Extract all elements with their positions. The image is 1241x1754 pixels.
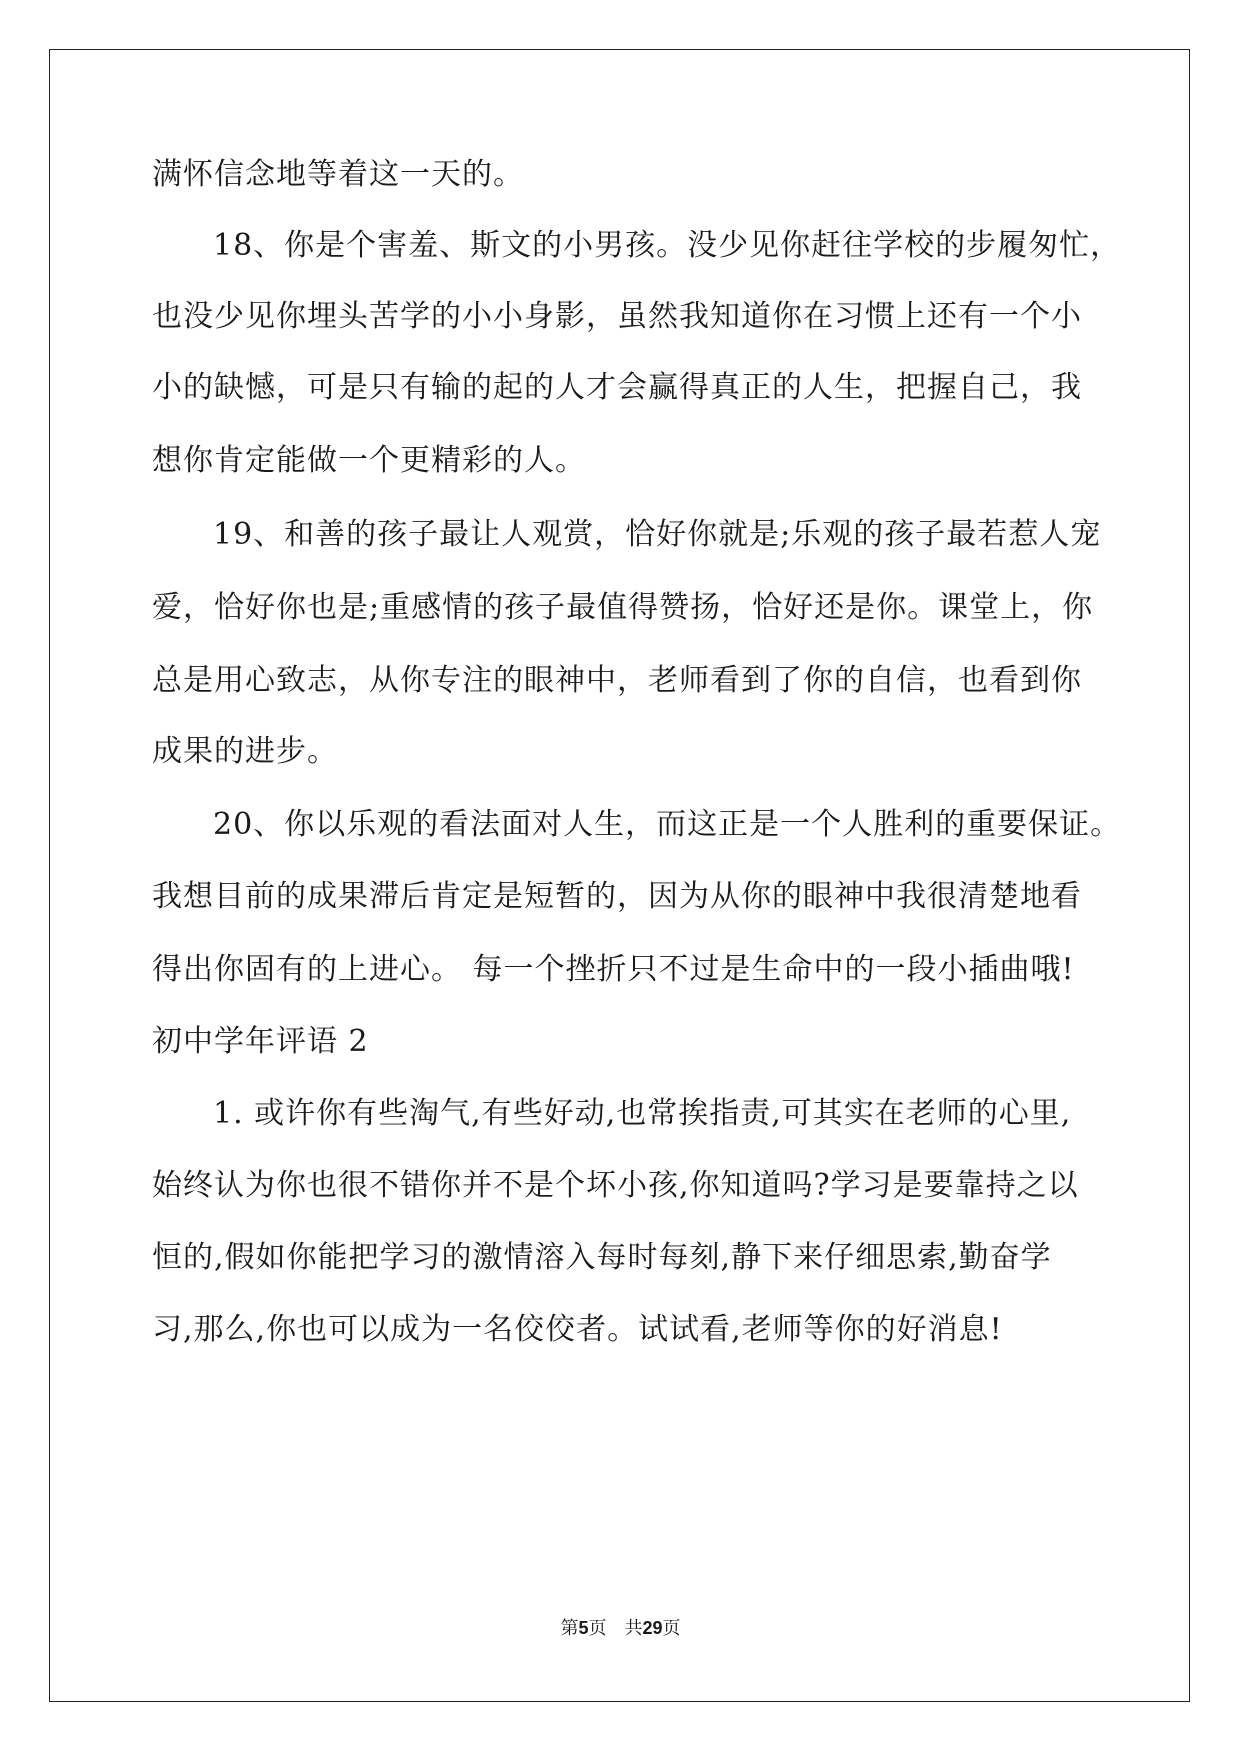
section-heading: 初中学年评语 2 — [152, 1024, 369, 1059]
footer-page-number: 5 — [578, 1618, 589, 1638]
footer-total-suffix: 页 — [662, 1618, 681, 1639]
paragraph-20-start: 20、你以乐观的看法面对人生，而这正是一个人胜利的重要保证。 — [213, 807, 1122, 842]
footer-total-pages: 29 — [642, 1618, 663, 1638]
text-line: 始终认为你也很不错你并不是个坏小孩,你知道吗?学习是要靠持之以 — [152, 1168, 1079, 1203]
text-line: 恒的,假如你能把学习的激情溶入每时每刻,静下来仔细思索,勤奋学 — [152, 1240, 1052, 1275]
paragraph-19-start: 19、和善的孩子最让人观赏，恰好你就是;乐观的孩子最若惹人宠 — [213, 517, 1102, 552]
footer-total-prefix: 共 — [624, 1618, 643, 1639]
text-line: 得出你固有的上进心。 每一个挫折只不过是生命中的一段小插曲哦! — [152, 952, 1075, 987]
paragraph-1-start: 1. 或许你有些淘气,有些好动,也常挨指责,可其实在老师的心里, — [213, 1096, 1072, 1131]
page-footer — [0, 1616, 1241, 1641]
text-line: 总是用心致志，从你专注的眼神中，老师看到了你的自信，也看到你 — [152, 663, 1082, 698]
footer-page-prefix: 第 — [560, 1618, 579, 1639]
text-line: 爱，恰好你也是;重感情的孩子最值得赞扬，恰好还是你。课堂上，你 — [152, 590, 1094, 625]
text-line: 满怀信念地等着这一天的。 — [152, 157, 524, 192]
text-line: 小的缺憾，可是只有输的起的人才会赢得真正的人生，把握自己，我 — [152, 370, 1082, 405]
text-line: 习,那么,你也可以成为一名佼佼者。试试看,老师等你的好消息! — [152, 1312, 1003, 1347]
text-line: 想你肯定能做一个更精彩的人。 — [152, 443, 586, 478]
footer-page-suffix: 页 — [588, 1618, 607, 1639]
text-line: 也没少见你埋头苦学的小小身影，虽然我知道你在习惯上还有一个小 — [152, 299, 1082, 334]
text-line: 成果的进步。 — [152, 734, 338, 769]
text-line: 我想目前的成果滞后肯定是短暂的，因为从你的眼神中我很清楚地看 — [152, 879, 1082, 914]
paragraph-18-start: 18、你是个害羞、斯文的小男孩。没少见你赶往学校的步履匆忙， — [213, 228, 1122, 263]
